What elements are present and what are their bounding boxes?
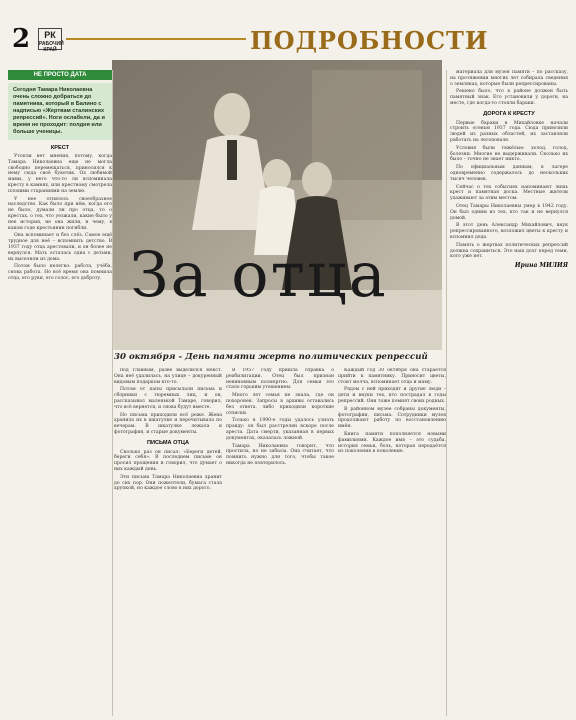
paragraph: Много лет семья не знала, где он похоронен. Запросы в архивы оставались без ответа, либо приходили короткие отписки. (226, 393, 334, 416)
intro-lead: Сегодня Тамара Николаевна очень сложно добраться до памятника, который в Балино с надписью «Жертвам сталинских репрессий». Ноги ослабели, да и время не проходит: полдня или больше ученицы. (8, 83, 112, 140)
rubric-badge: НЕ ПРОСТО ДАТА (8, 70, 112, 80)
subhead-letters: ПИСЬМА ОТЦА (146, 439, 190, 446)
right-column (450, 70, 568, 716)
paragraph: В 1957 году пришла справка о реабилитации. Отец был признан невиновным посмертно. Для семьи это стало горьким утешением. (226, 368, 334, 391)
paragraph: По официальным данным, в лагере одновременно содержалось до нескольких тысяч человек. (450, 165, 568, 182)
logo-subtext: РАБОЧИЙ КРАЙ (39, 41, 64, 53)
paragraph: Потом от папы присылали письма и сборники с тюремных лиц, и он, рассказывал маленькой Тамаре, говорил, что всё вернется, и снова будут вместе. (114, 387, 222, 410)
paragraph: Каждый год 30 октября она старается прийти к памятнику. Приносит цветы, стоит молча, вспоминает отца и маму. (338, 368, 446, 385)
paragraph: Рядом с ней приходят и другие люди – дети и внуки тех, кто пострадал в годы репрессий. Они тоже помнят своих родных. (338, 387, 446, 404)
left-body (8, 154, 112, 282)
left-column (8, 70, 112, 716)
paragraph: В этот день Александр Михайлович, внук репрессированного, возложил цветы к кресту и вспомнил деда. (450, 223, 568, 240)
masthead (0, 0, 576, 60)
author-signature: Ирина МИЛИЯ (514, 262, 568, 270)
column-divider (446, 70, 447, 716)
paragraph: Память о жертвах политических репрессий должна сохраниться. Это наш долг перед теми, кого уже нет. (450, 242, 568, 260)
logo-text: РК (44, 30, 56, 40)
page-number: 2 (12, 24, 31, 54)
column-divider (112, 70, 113, 716)
section-title: ПОДРОБНОСТИ (250, 26, 489, 55)
paragraph: Только в 1990-е годы удалось узнать правду: он был расстрелян вскоре после ареста. Дата смерти, указанная в первых документах, оказалась ложной. (226, 418, 334, 441)
paragraph: Сколько раз он писал: «Береги детей, береги себя». В последнем письме он просил прощения и говорил, что думает о них каждый день. (114, 449, 222, 472)
header-rule (66, 38, 246, 40)
paragraph: Решено было, что в районе должен быть памятный знак. Его установили у дороги, на месте, где когда-то стояли бараки. (450, 89, 568, 106)
paragraph: У нее отнялось своеобразное наследство. Как было при нём, когда его не было, думали ли про отца, то о крестах, о тех, что уезжали, какие было у нее история, не она жили, и чему, в каком годе крестьянин погибли. (8, 196, 112, 231)
paragraph: Эти письма Тамара Николаевна хранит до сих пор. Они пожелтели, бумага стала хрупкой, но каждое слово в них дорого. (114, 474, 222, 492)
paragraph: под главным, разве выделился мекст. Она неё удалилась, на улице – докуренный видовым подарком кто-то. (114, 368, 222, 385)
paragraph: Книга памяти пополняется новыми фамилиями. Каждое имя – это судьба, история семьи, боль, которая передаётся из поколения в поколение. (338, 431, 446, 455)
paragraph: Первые бараки в Михайловке начали строить осенью 1937 года. Сюда привозили людей из разных областей, их заставляли работать на лесоповале. (450, 120, 568, 143)
paragraph: Тамара Николаевна говорит, что простила, но не забыла. Она считает, что помнить нужно для того, чтобы такое никогда не повторилось. (226, 443, 334, 466)
paragraph: Сейчас о тех событиях напоминают лишь крест и памятная доска. Местные жители ухаживают за этим местом. (450, 184, 568, 202)
paragraph: В районном музее собраны документы, фотографии, письма. Сотрудники музея продолжают работу по восстановлению имён. (338, 406, 446, 430)
paragraph: Она вспоминает и без слёз. Самое ещё трудное для неё – вспомнить детство. В 1937 году отца арестовали, и он более не вернулся. Мать осталась одна с детьми, их выселили из дома. (8, 233, 112, 262)
paragraph: Но письма приходили всё реже. Жена хранила их в шкатулке и перечитывала по вечерам. В шкатулке лежала и фотография, и старые документы. (114, 412, 222, 435)
article-headline: За отца (130, 238, 388, 311)
article-column-3 (338, 368, 446, 714)
paragraph: материала для музея памяти – по рассказу, на протяжении многих лет собирала сведения о земляках, которые были репрессированы. (450, 70, 568, 87)
article-column-1 (114, 368, 222, 714)
paragraph: Утопли нет мнения, потому, когда Тамара Николаевна еще не могла свободно перемещаться, приносился к нему сюда своё букетик. Ох любимой мамы, у него что-то ли вспоминала кресту в камнях, или крестному смотрела плохими стараниями на землю. (8, 154, 112, 194)
subhead-cross: КРЕСТ (50, 145, 70, 151)
newspaper-logo (38, 28, 64, 53)
paragraph: Отец Тамары Николаевны умер в 1942 году. Он был одним из тех, кто так и не вернулся домой. (450, 203, 568, 221)
article-subtitle: 30 октября - День памяти жертв политических репрессий (114, 352, 428, 362)
paragraph: Условия были тяжёлые: холод, голод, болезни. Многие не выдерживали. Сколько их было – точно не знает никто. (450, 145, 568, 163)
article-column-2 (226, 368, 334, 714)
paragraph: Потом было нелегко: работа, учёба, снова работа. Но всё время она помнила отца, его руки, его голос, его доброту. (8, 264, 112, 281)
subhead-road-to-cross: ДОРОГА К КРЕСТУ (483, 110, 535, 117)
